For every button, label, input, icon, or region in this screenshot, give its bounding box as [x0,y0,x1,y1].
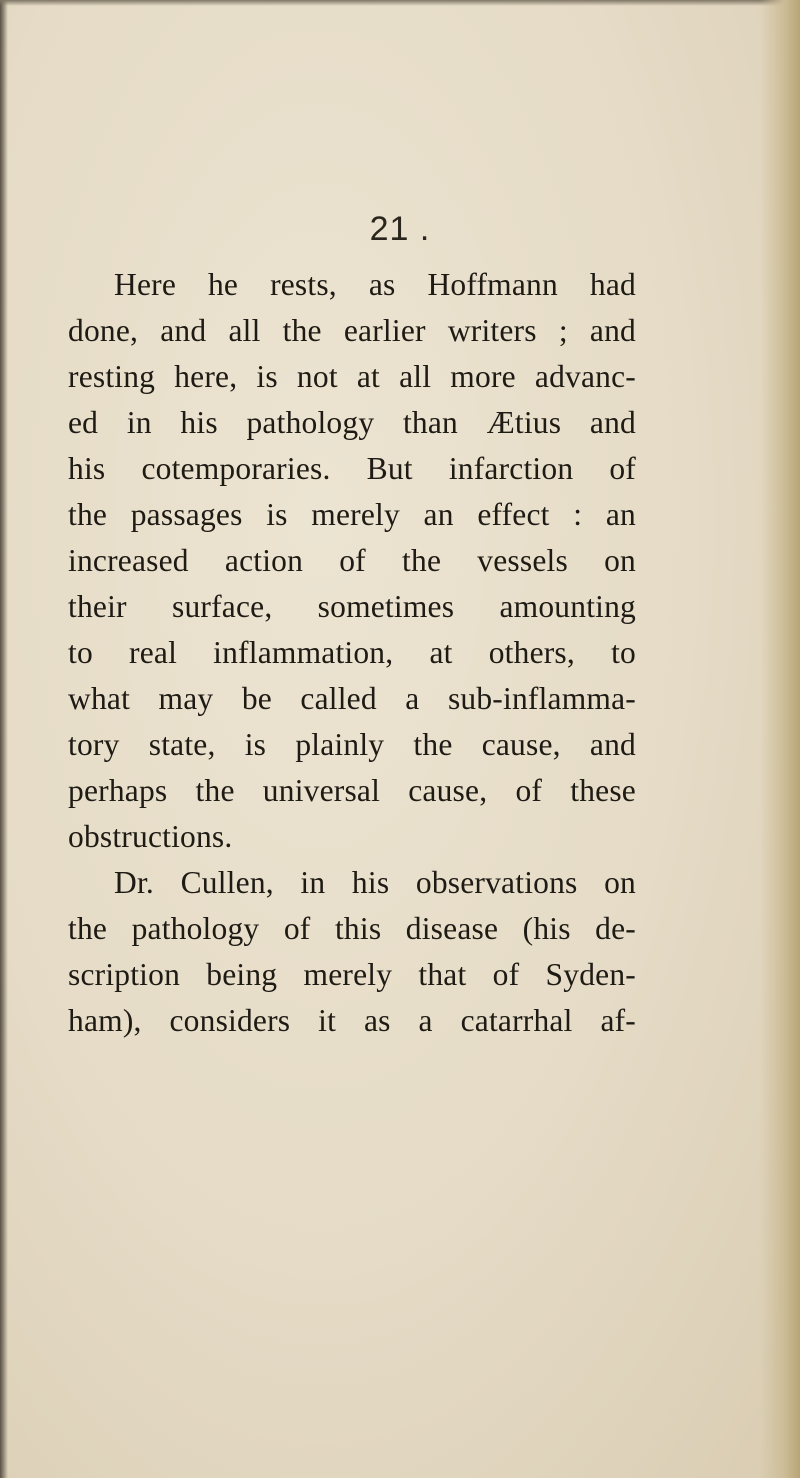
text-line-10: what may be called a sub-inflamma- [68,681,636,716]
text-line-5: his cotemporaries. But infarction of [68,451,636,486]
text-line-15: the pathology of this disease (his de- [68,911,636,946]
text-line-3: resting here, is not at all more advanc- [68,359,636,394]
text-line-9: to real inflammation, at others, to [68,635,636,670]
text-line-1: Here he rests, as Hoffmann had [114,267,636,302]
text-line-6: the passages is merely an effect : an [68,497,636,532]
text-line-14: Dr. Cullen, in his observations on [114,865,636,900]
text-line-13: obstructions. [68,819,233,854]
page-top-edge [0,0,800,6]
text-line-2: done, and all the earlier writers ; and [68,313,636,348]
body-text [68,262,636,1044]
text-line-12: perhaps the universal cause, of these [68,773,636,808]
text-line-11: tory state, is plainly the cause, and [68,727,636,762]
text-line-4: ed in his pathology than Ætius and [68,405,636,440]
page-number: 21 . [369,210,431,248]
text-line-8: their surface, sometimes amounting [68,589,636,624]
text-line-17: ham), considers it as a catarrhal af- [68,1003,636,1038]
text-line-7: increased action of the vessels on [68,543,636,578]
text-line-16: scription being merely that of Syden- [68,957,636,992]
